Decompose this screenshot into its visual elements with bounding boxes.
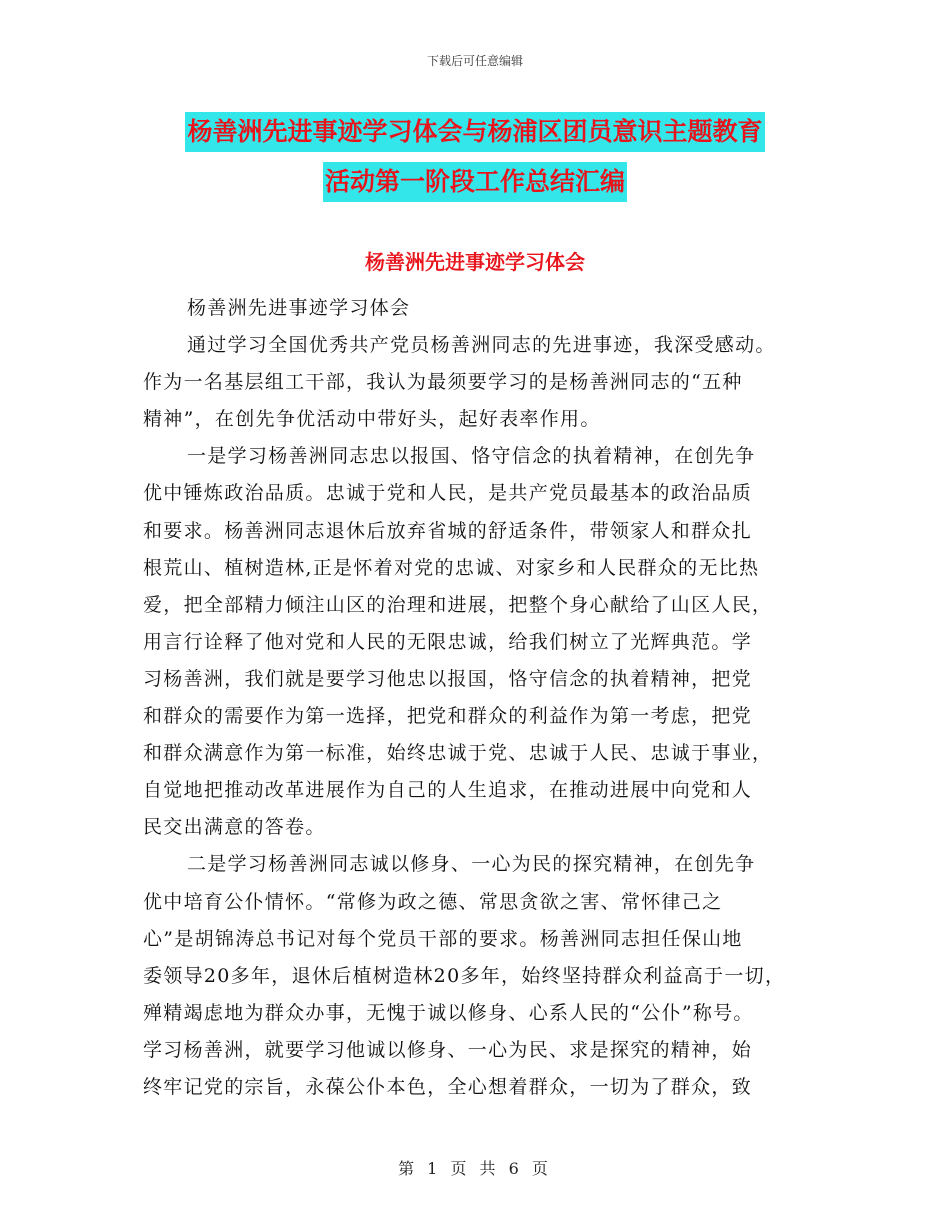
paragraph-line: 用言行诠释了他对党和人民的无限忠诚，给我们树立了光辉典范。学: [143, 630, 753, 653]
page-header-note: 下载后可任意编辑: [426, 54, 523, 68]
paragraph-line: 殚精竭虑地为群众办事，无愧于诚以修身、心系人民的“公仆”称号。: [143, 1001, 754, 1024]
body-text: [143, 290, 823, 1106]
paragraph-line: 心”是胡锦涛总书记对每个党员干部的要求。杨善洲同志担任保山地: [143, 927, 743, 950]
paragraph-line: 通过学习全国优秀共产党员杨善洲同志的先进事迹，我深受感动。: [187, 334, 776, 357]
paragraph-line: 精神”，在创先争优活动中带好头，起好表率作用。: [143, 408, 601, 431]
paragraph-line: 委领导20多年，退休后植树造林20多年，始终坚持群众利益高于一切，: [143, 964, 786, 987]
paragraph-line: 一是学习杨善洲同志忠以报国、恪守信念的执着精神，在创先争: [187, 445, 756, 468]
paragraph-line: 习杨善洲，我们就是要学习他忠以报国，恪守信念的执着精神，把党: [143, 667, 753, 690]
page-number: 第 1 页 共 6 页: [398, 1159, 552, 1178]
paragraph-line: 优中锤炼政治品质。忠诚于党和人民，是共产党员最基本的政治品质: [143, 482, 753, 505]
paragraph-line: 和群众的需要作为第一选择，把党和群众的利益作为第一考虑，把党: [143, 705, 753, 728]
document-title: [0, 110, 950, 204]
paragraph-line: 学习杨善洲，就要学习他诚以修身、一心为民、求是探究的精神，始: [143, 1038, 753, 1061]
paragraph-line: 和要求。杨善洲同志退休后放弃省城的舒适条件，带领家人和群众扎: [143, 519, 753, 542]
paragraph-line: 作为一名基层组工干部，我认为最须要学习的是杨善洲同志的“五种: [143, 371, 743, 394]
paragraph-line: 根荒山、植树造林,正是怀着对党的忠诚、对家乡和人民群众的无比热: [143, 556, 760, 579]
document-title-line-1: 杨善洲先进事迹学习体会与杨浦区团员意识主题教育: [185, 112, 764, 152]
paragraph-line: 杨善洲先进事迹学习体会: [187, 297, 411, 319]
paragraph-line: 自觉地把推动改革进展作为自己的人生追求，在推动进展中向党和人: [143, 779, 753, 802]
section-heading: 杨善洲先进事迹学习体会: [365, 250, 585, 274]
paragraph-line: 二是学习杨善洲同志诚以修身、一心为民的探究精神，在创先争: [187, 853, 756, 876]
document-title-line-2: 活动第一阶段工作总结汇编: [323, 162, 627, 202]
paragraph-line: 优中培育公仆情怀。“常修为政之德、常思贪欲之害、常怀律己之: [143, 890, 723, 913]
paragraph-line: 爱，把全部精力倾注山区的治理和进展，把整个身心献给了山区人民，: [143, 593, 773, 616]
paragraph-line: 终牢记党的宗旨，永葆公仆本色，全心想着群众，一切为了群众，致: [143, 1075, 753, 1098]
paragraph-line: 民交出满意的答卷。: [143, 816, 326, 839]
paragraph-line: 和群众满意作为第一标准，始终忠诚于党、忠诚于人民、忠诚于事业，: [143, 742, 773, 765]
